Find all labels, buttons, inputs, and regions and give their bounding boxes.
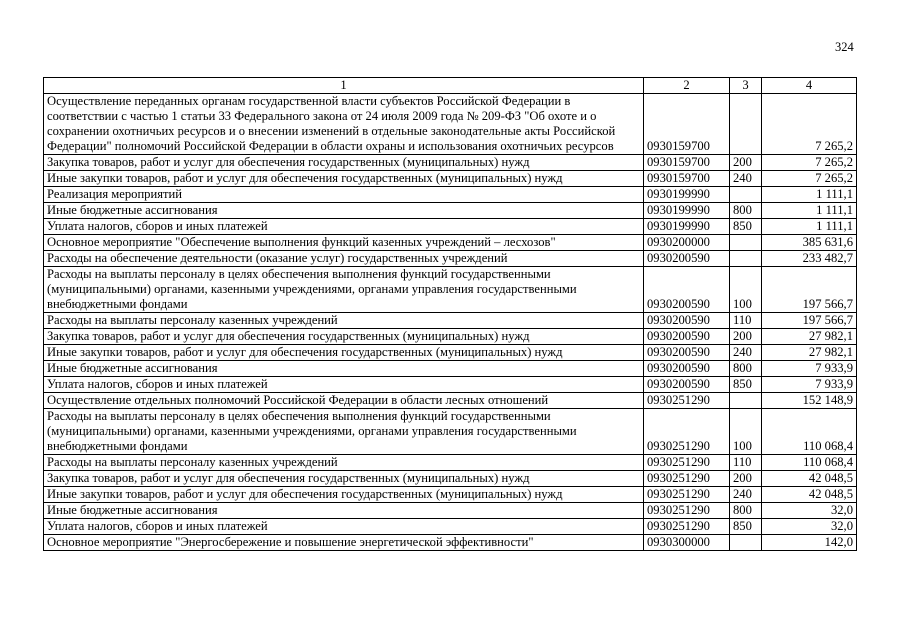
table-row <box>44 471 857 487</box>
row-name-cell: Расходы на выплаты персоналу в целях обеспечения выполнения функций государственными (муниципальными) органами, казенными учреждениями, органами управления государственными внебюджетными фондами <box>44 267 644 313</box>
row-code-cell: 0930200590 <box>644 345 730 361</box>
table-row <box>44 345 857 361</box>
row-name-cell: Расходы на выплаты персоналу казенных учреждений <box>44 455 644 471</box>
header-cell-vr: 3 <box>730 78 762 94</box>
row-amount-cell: 197 566,7 <box>762 267 857 313</box>
row-amount-cell: 42 048,5 <box>762 487 857 503</box>
row-name-cell: Закупка товаров, работ и услуг для обеспечения государственных (муниципальных) нужд <box>44 471 644 487</box>
row-name-cell: Осуществление отдельных полномочий Российской Федерации в области лесных отношений <box>44 393 644 409</box>
row-name-cell: Уплата налогов, сборов и иных платежей <box>44 377 644 393</box>
row-amount-cell: 7 933,9 <box>762 361 857 377</box>
row-vr-cell: 800 <box>730 503 762 519</box>
row-vr-cell: 100 <box>730 267 762 313</box>
row-code-cell: 0930200590 <box>644 313 730 329</box>
row-name-cell: Реализация мероприятий <box>44 187 644 203</box>
row-amount-cell: 152 148,9 <box>762 393 857 409</box>
row-name-cell: Осуществление переданных органам государственной власти субъектов Российской Федерации в соответствии с частью 1 статьи 33 Федерального закона от 24 июля 2009 года № 209-ФЗ "Об охоте и о сохранении охотничьих ресурсов и о внесении изменений в отдельные законодательные акты Российской Федерации" полномочий Российской Федерации в области охраны и использования охотничьих ресурсов <box>44 94 644 155</box>
header-cell-code: 2 <box>644 78 730 94</box>
row-code-cell: 0930200590 <box>644 329 730 345</box>
table-row <box>44 519 857 535</box>
table-header-row <box>44 78 857 94</box>
row-vr-cell: 100 <box>730 409 762 455</box>
row-vr-cell <box>730 235 762 251</box>
row-amount-cell: 1 111,1 <box>762 203 857 219</box>
row-amount-cell: 1 111,1 <box>762 219 857 235</box>
row-code-cell: 0930200590 <box>644 251 730 267</box>
row-amount-cell: 233 482,7 <box>762 251 857 267</box>
row-vr-cell: 240 <box>730 345 762 361</box>
row-code-cell: 0930200590 <box>644 267 730 313</box>
row-amount-cell: 27 982,1 <box>762 345 857 361</box>
row-name-cell: Основное мероприятие "Энергосбережение и повышение энергетической эффективности" <box>44 535 644 551</box>
row-name-cell: Иные закупки товаров, работ и услуг для обеспечения государственных (муниципальных) нужд <box>44 171 644 187</box>
table-row <box>44 329 857 345</box>
table-row <box>44 155 857 171</box>
row-vr-cell <box>730 94 762 155</box>
header-cell-name: 1 <box>44 78 644 94</box>
row-code-cell: 0930159700 <box>644 155 730 171</box>
row-name-cell: Иные бюджетные ассигнования <box>44 503 644 519</box>
row-amount-cell: 27 982,1 <box>762 329 857 345</box>
row-vr-cell: 200 <box>730 471 762 487</box>
row-amount-cell: 110 068,4 <box>762 409 857 455</box>
row-code-cell: 0930251290 <box>644 393 730 409</box>
table-row <box>44 171 857 187</box>
row-name-cell: Иные закупки товаров, работ и услуг для обеспечения государственных (муниципальных) нужд <box>44 487 644 503</box>
row-vr-cell: 200 <box>730 155 762 171</box>
row-vr-cell <box>730 535 762 551</box>
table-row <box>44 203 857 219</box>
row-amount-cell: 7 265,2 <box>762 94 857 155</box>
table-row <box>44 219 857 235</box>
table-row <box>44 251 857 267</box>
row-vr-cell: 240 <box>730 171 762 187</box>
row-code-cell: 0930159700 <box>644 171 730 187</box>
row-name-cell: Иные бюджетные ассигнования <box>44 361 644 377</box>
row-code-cell: 0930199990 <box>644 187 730 203</box>
table-row <box>44 535 857 551</box>
row-vr-cell: 240 <box>730 487 762 503</box>
row-name-cell: Уплата налогов, сборов и иных платежей <box>44 519 644 535</box>
row-vr-cell: 200 <box>730 329 762 345</box>
row-name-cell: Основное мероприятие "Обеспечение выполнения функций казенных учреждений – лесхозов" <box>44 235 644 251</box>
row-code-cell: 0930251290 <box>644 455 730 471</box>
row-amount-cell: 32,0 <box>762 503 857 519</box>
row-amount-cell: 142,0 <box>762 535 857 551</box>
table-row <box>44 377 857 393</box>
row-code-cell: 0930200590 <box>644 377 730 393</box>
row-code-cell: 0930159700 <box>644 94 730 155</box>
row-name-cell: Расходы на обеспечение деятельности (оказание услуг) государственных учреждений <box>44 251 644 267</box>
row-code-cell: 0930251290 <box>644 503 730 519</box>
row-name-cell: Иные бюджетные ассигнования <box>44 203 644 219</box>
row-amount-cell: 1 111,1 <box>762 187 857 203</box>
table-row <box>44 487 857 503</box>
table-row <box>44 503 857 519</box>
row-amount-cell: 7 265,2 <box>762 171 857 187</box>
row-code-cell: 0930251290 <box>644 409 730 455</box>
row-code-cell: 0930200590 <box>644 361 730 377</box>
table-row <box>44 267 857 313</box>
row-amount-cell: 110 068,4 <box>762 455 857 471</box>
row-name-cell: Закупка товаров, работ и услуг для обеспечения государственных (муниципальных) нужд <box>44 329 644 345</box>
row-amount-cell: 32,0 <box>762 519 857 535</box>
table-row <box>44 313 857 329</box>
row-vr-cell <box>730 393 762 409</box>
row-code-cell: 0930251290 <box>644 487 730 503</box>
table-row <box>44 455 857 471</box>
table-row <box>44 361 857 377</box>
row-code-cell: 0930300000 <box>644 535 730 551</box>
row-code-cell: 0930199990 <box>644 219 730 235</box>
row-vr-cell: 850 <box>730 519 762 535</box>
row-name-cell: Уплата налогов, сборов и иных платежей <box>44 219 644 235</box>
row-amount-cell: 197 566,7 <box>762 313 857 329</box>
row-name-cell: Расходы на выплаты персоналу в целях обеспечения выполнения функций государственными (муниципальными) органами, казенными учреждениями, органами управления государственными внебюджетными фондами <box>44 409 644 455</box>
table-row <box>44 187 857 203</box>
table-row <box>44 409 857 455</box>
row-vr-cell: 110 <box>730 313 762 329</box>
row-code-cell: 0930251290 <box>644 471 730 487</box>
row-amount-cell: 385 631,6 <box>762 235 857 251</box>
table-row <box>44 94 857 155</box>
row-vr-cell <box>730 251 762 267</box>
header-cell-amount: 4 <box>762 78 857 94</box>
row-code-cell: 0930251290 <box>644 519 730 535</box>
row-vr-cell: 850 <box>730 219 762 235</box>
page-number: 324 <box>835 40 854 54</box>
table-row <box>44 235 857 251</box>
row-vr-cell <box>730 187 762 203</box>
row-vr-cell: 800 <box>730 361 762 377</box>
budget-table <box>43 77 857 551</box>
row-vr-cell: 110 <box>730 455 762 471</box>
row-vr-cell: 800 <box>730 203 762 219</box>
row-code-cell: 0930200000 <box>644 235 730 251</box>
row-name-cell: Расходы на выплаты персоналу казенных учреждений <box>44 313 644 329</box>
row-amount-cell: 7 265,2 <box>762 155 857 171</box>
row-name-cell: Иные закупки товаров, работ и услуг для обеспечения государственных (муниципальных) нужд <box>44 345 644 361</box>
row-amount-cell: 7 933,9 <box>762 377 857 393</box>
row-vr-cell: 850 <box>730 377 762 393</box>
table-row <box>44 393 857 409</box>
row-code-cell: 0930199990 <box>644 203 730 219</box>
row-name-cell: Закупка товаров, работ и услуг для обеспечения государственных (муниципальных) нужд <box>44 155 644 171</box>
row-amount-cell: 42 048,5 <box>762 471 857 487</box>
table-body <box>44 78 857 551</box>
